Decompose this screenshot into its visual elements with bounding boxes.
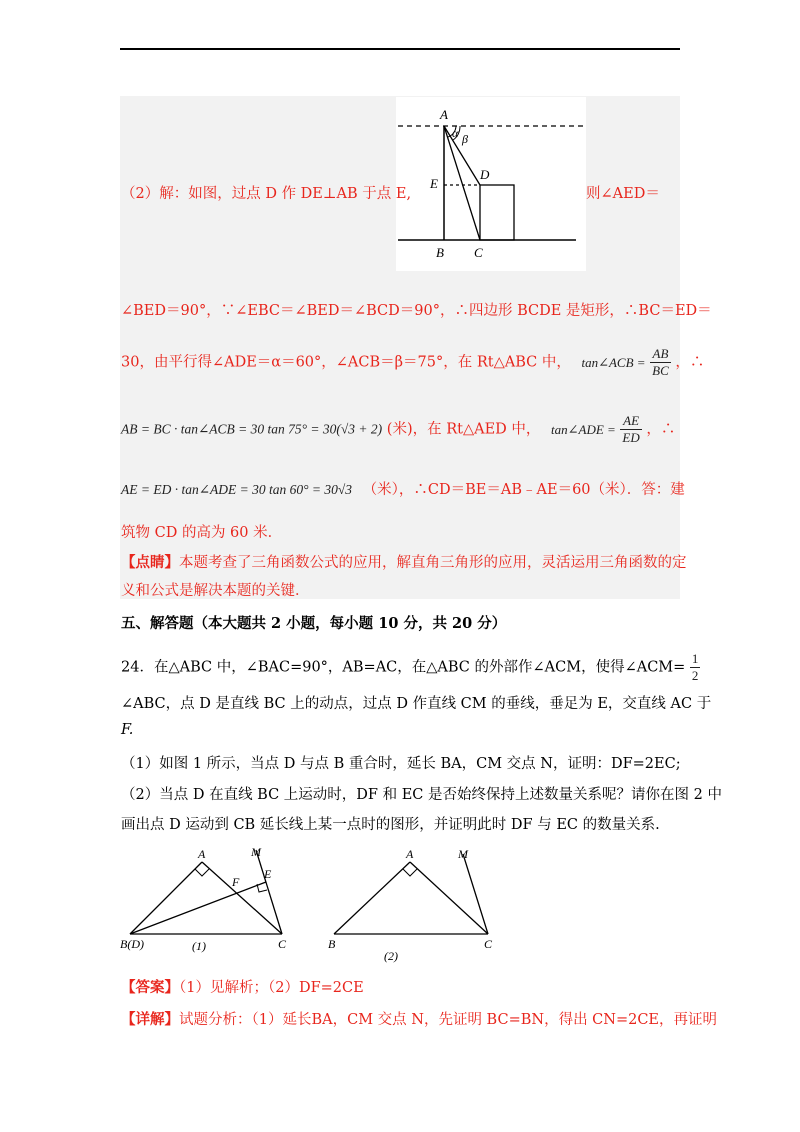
fig1-label-e: E xyxy=(264,867,272,881)
fig2-label-b: B xyxy=(328,937,336,951)
frac-num: AE xyxy=(620,413,641,430)
fig-top-label-b: B xyxy=(436,245,444,260)
fig2-label-m: M xyxy=(458,847,468,861)
q24-line-6: 画出点 D 运动到 CB 延长线上某一点时的图形，并证明此时 DF 与 EC 的数量关系. xyxy=(121,817,660,833)
solution-line-5-text: （米），∴CD＝BE＝AB﹣AE＝60（米）．答：建 xyxy=(362,482,685,498)
q24-line-1-text: 24．在△ABC 中，∠BAC=90°，AB=AC，在△ABC 的外部作∠ACM，使得∠ACM= xyxy=(121,659,686,676)
fig-top-label-d: D xyxy=(480,167,490,182)
fig2-label-c: C xyxy=(484,937,493,951)
comment-label: 【点睛】 xyxy=(121,554,179,571)
frac-den: BC xyxy=(652,363,669,378)
building-angle-diagram xyxy=(396,97,586,271)
figure-1 xyxy=(118,842,298,957)
answer-text: （1）见解析；（2）DF=2CE xyxy=(179,980,364,996)
solution-line-3 xyxy=(121,346,704,379)
q24-line-2: ∠ABC，点 D 是直线 BC 上的动点，过点 D 作直线 CM 的垂线，垂足为 E，交直线 AC 于 xyxy=(121,696,712,712)
comment-text-1: 本题考查了三角函数公式的应用，解直角三角形的应用，灵活运用三角函数的定 xyxy=(179,555,687,571)
fig1-label-m: M xyxy=(251,845,261,859)
fig-top-label-beta: β xyxy=(462,132,468,146)
comment-line-1 xyxy=(121,551,687,572)
answer-label: 【答案】 xyxy=(121,979,179,996)
q24-line-3: F. xyxy=(121,722,134,738)
solution-line-1-end: 则∠AED＝ xyxy=(586,186,660,202)
section-title: 五、解答题（本大题共 2 小题，每小题 10 分，共 20 分） xyxy=(121,615,507,632)
tan-acb-formula: tan∠ACB = xyxy=(581,354,646,370)
fig-top-label-alpha: α xyxy=(452,126,459,140)
detail-line xyxy=(121,1008,717,1029)
answer-line xyxy=(121,976,364,997)
frac-num: AB xyxy=(650,346,671,363)
ab-over-bc-fraction xyxy=(650,346,671,379)
ae-formula: AE = ED · tan∠ADE = 30 tan 60° = 30√3 xyxy=(121,482,353,497)
fig-top-label-a: A xyxy=(440,107,448,122)
frac-den: 2 xyxy=(691,668,699,683)
solution-line-4 xyxy=(121,413,675,446)
solution-line-2: ∠BED＝90°，∵∠EBC＝∠BED＝∠BCD＝90°，∴四边形 BCDE 是矩形，∴BC＝ED＝ xyxy=(121,303,712,319)
detail-text: 试题分析：（1）延长BA，CM 交点 N，先证明 BC=BN，得出 CN=2CE，再证明 xyxy=(179,1012,718,1028)
comment-line-2: 义和公式是解决本题的关键． xyxy=(121,583,310,599)
frac-den: ED xyxy=(622,430,640,445)
fig1-label-c: C xyxy=(278,937,287,951)
fig1-label-a: A xyxy=(198,847,206,861)
solution-line-3-tail: ，∴ xyxy=(675,354,705,371)
fig1-label-bd: B(D) xyxy=(120,937,144,951)
header-rule xyxy=(120,48,680,50)
fig-top-label-e: E xyxy=(430,176,438,191)
ae-over-ed-fraction xyxy=(620,413,641,446)
half-fraction xyxy=(690,651,701,684)
ab-formula: AB = BC · tan∠ACB = 30 tan 75° = 30(√3 + 2) xyxy=(121,421,383,437)
fig-top-label-c: C xyxy=(474,245,483,260)
solution-line-4-tail: ，∴ xyxy=(646,421,676,438)
detail-label: 【详解】 xyxy=(121,1011,179,1028)
solution-line-4-text: (米)，在 Rt△AED 中， xyxy=(386,421,541,438)
fig1-label-f: F xyxy=(232,875,240,889)
q24-line-4: （1）如图 1 所示，当点 D 与点 B 重合时，延长 BA，CM 交点 N，证明：DF=2EC; xyxy=(121,756,681,772)
q24-line-5: （2）当点 D 在直线 BC 上运动时，DF 和 EC 是否始终保持上述数量关系呢？请你在图 2 中 xyxy=(121,787,722,803)
solution-line-5 xyxy=(121,478,685,499)
fig2-caption: (2) xyxy=(384,949,398,963)
figure-2 xyxy=(322,842,502,967)
frac-num: 1 xyxy=(691,651,699,666)
fig1-caption: (1) xyxy=(192,939,206,953)
solution-line-3-text: 30，由平行得∠ADE＝α＝60°，∠ACB＝β＝75°，在 Rt△ABC 中， xyxy=(121,354,571,371)
fig2-label-a: A xyxy=(406,847,414,861)
solution-line-6: 筑物 CD 的高为 60 米． xyxy=(121,525,283,541)
q24-line-1 xyxy=(121,651,700,684)
solution-line-1: （2）解：如图，过点 D 作 DE⊥AB 于点 E, xyxy=(121,186,412,202)
tan-ade-formula: tan∠ADE = xyxy=(551,421,616,437)
